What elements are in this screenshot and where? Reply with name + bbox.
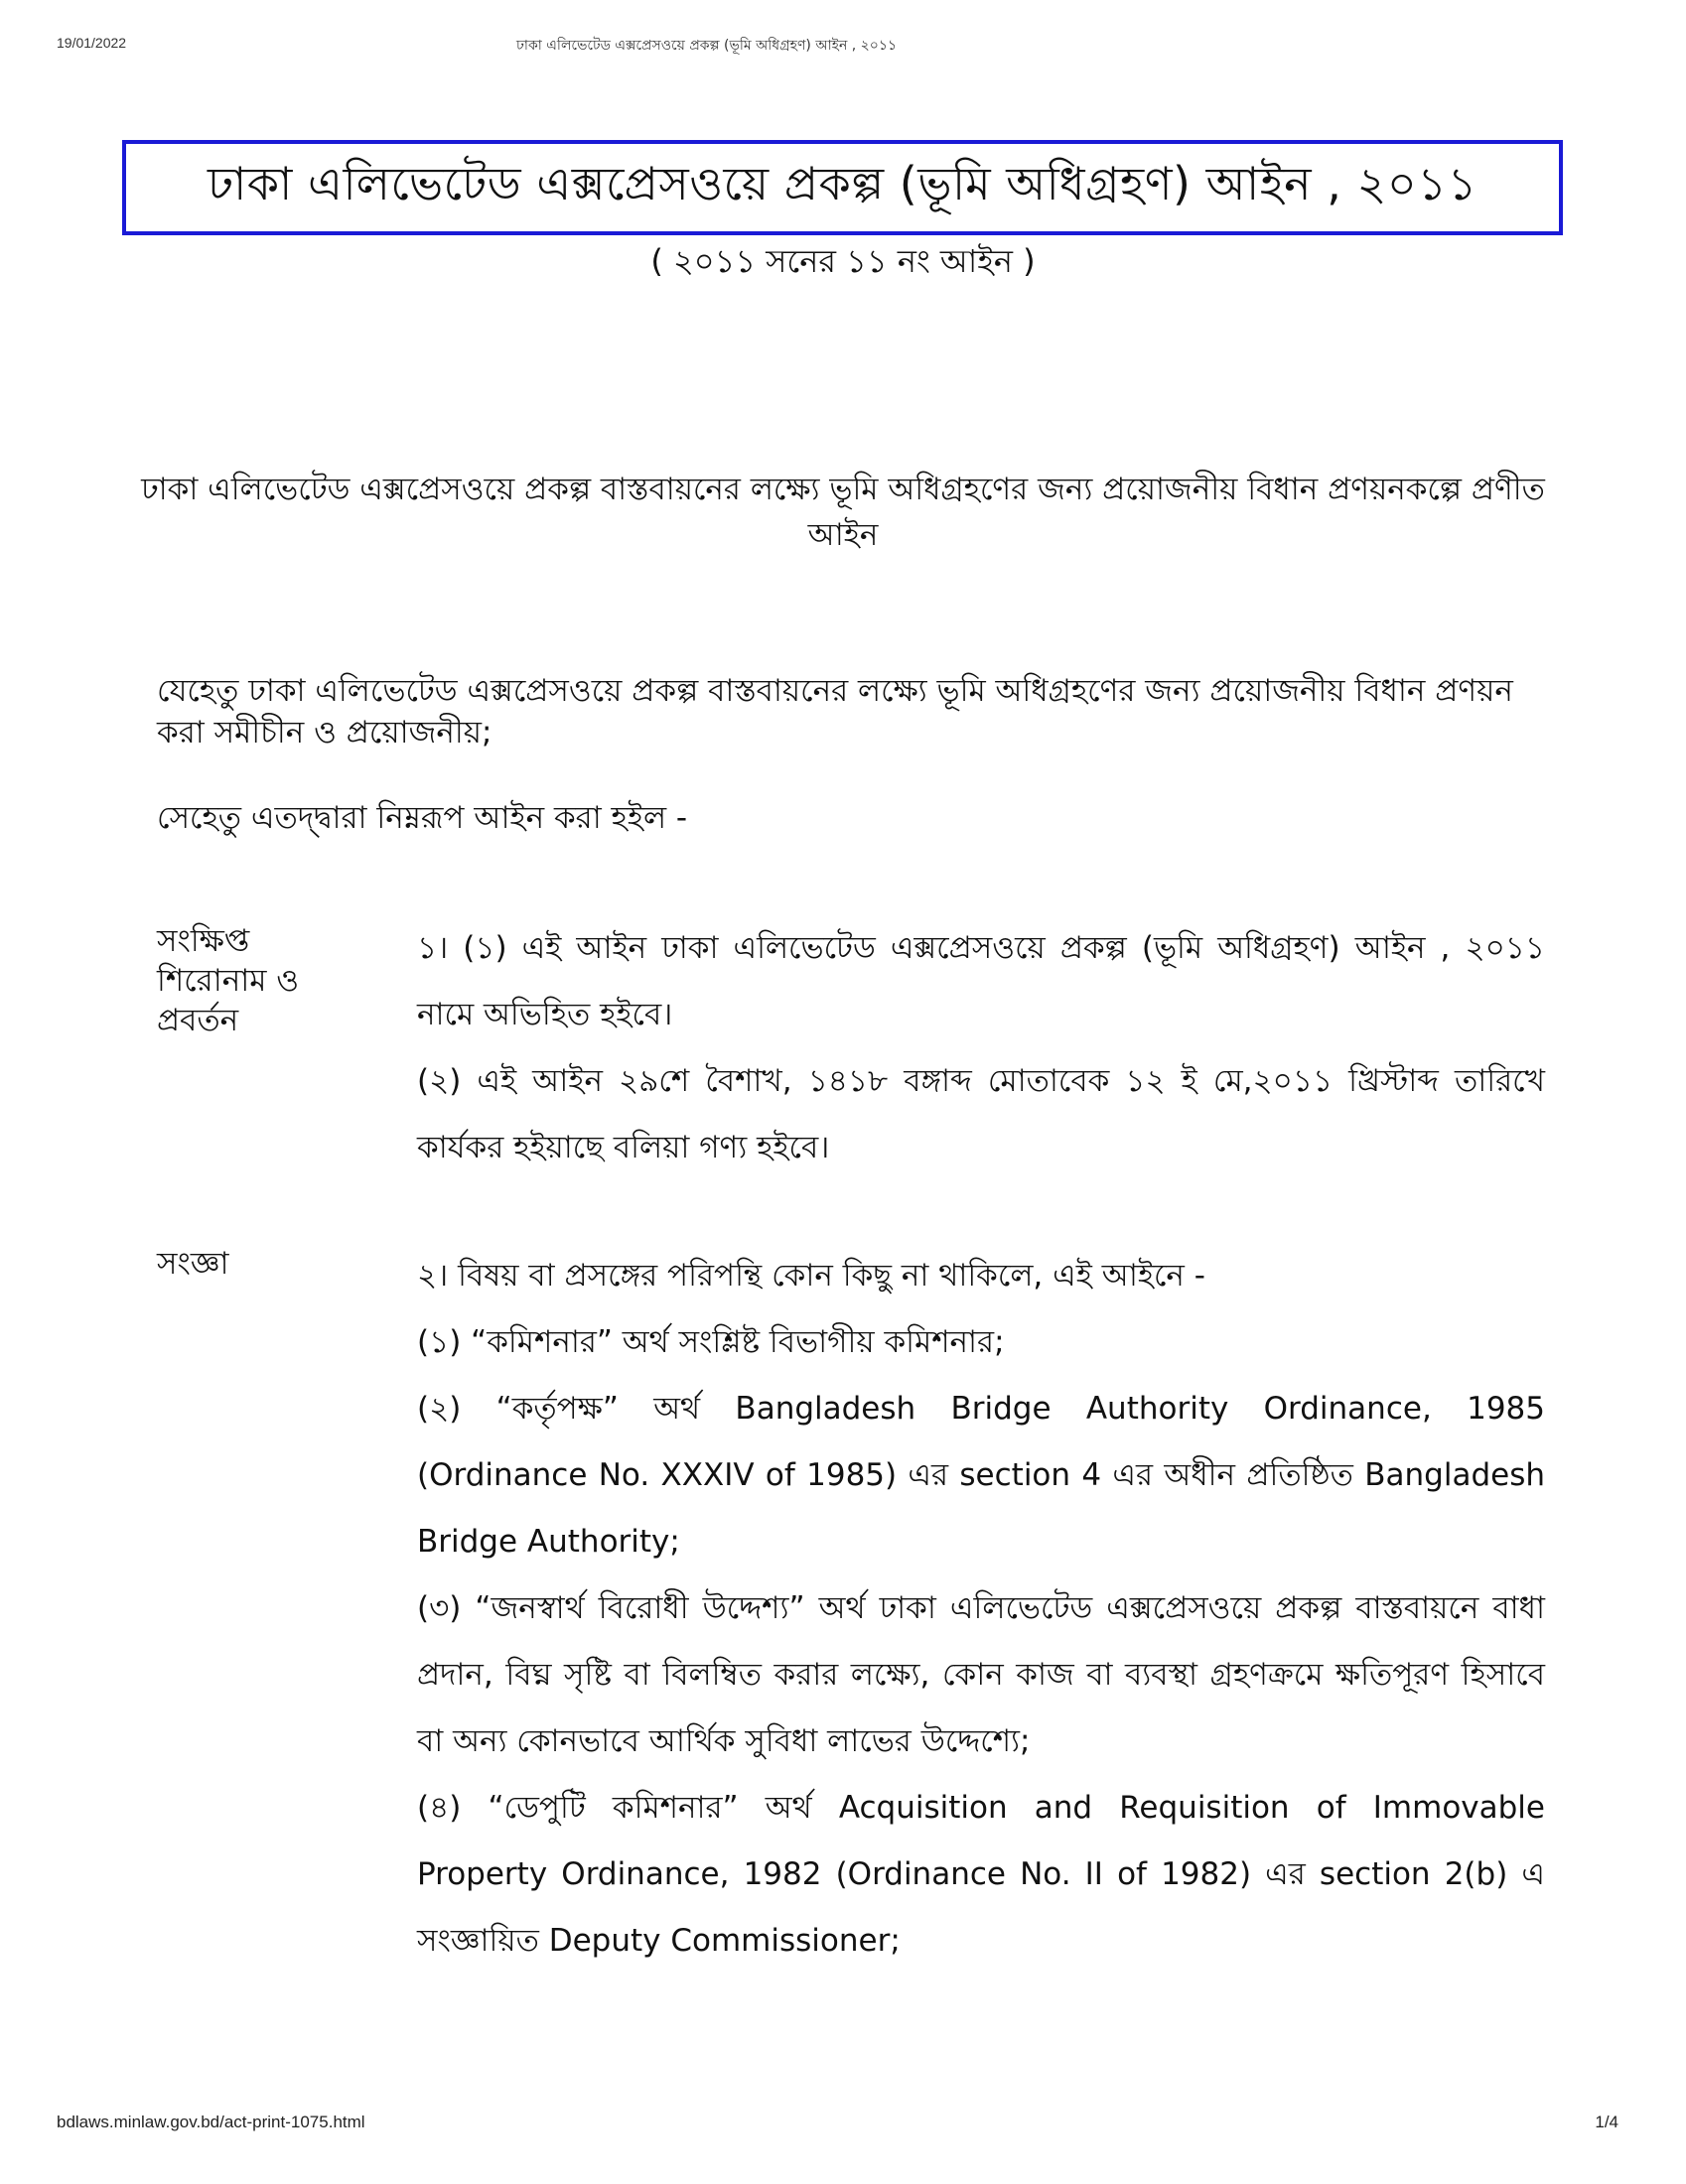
- section1-body: [417, 915, 1545, 1181]
- act-title-box: [122, 140, 1563, 235]
- section1-clause-1: ১। (১) এই আইন ঢাকা এলিভেটেড এক্সপ্রেসওয়ে প্রকল্প (ভূমি অধিগ্রহণ) আইন , ২০১১ নামে অভিহিত হইবে।: [417, 930, 1545, 1032]
- act-number: ( ২০১১ সনের ১১ নং আইন ): [650, 242, 1036, 280]
- section1-side-heading: সংক্ষিপ্ত শিরোনাম ও প্রবর্তন: [157, 923, 300, 1038]
- definition-1: (১) “কমিশনার” অর্থ সংশ্লিষ্ট বিভাগীয় কমিশনার;: [417, 1324, 1005, 1360]
- print-date: 19/01/2022: [57, 35, 127, 51]
- whereas-clause: যেহেতু ঢাকা এলিভেটেড এক্সপ্রেসওয়ে প্রকল্প বাস্তবায়নের লক্ষ্যে ভূমি অধিগ্রহণের জন্য প্রয়োজনীয় বিধান প্রণয়ন করা সমীচীন ও প্রয়োজনীয়;: [157, 673, 1513, 751]
- section1-clause-2: (২) এই আইন ২৯শে বৈশাখ, ১৪১৮ বঙ্গাব্দ মোতাবেক ১২ ই মে,২০১১ খ্রিস্টাব্দ তারিখে কার্যকর হইয়াছে বলিয়া গণ্য হইবে।: [417, 1063, 1545, 1165]
- section2-intro: ২। বিষয় বা প্রসঙ্গের পরিপন্থি কোন কিছু না থাকিলে, এই আইনে -: [417, 1258, 1205, 1294]
- act-title: ঢাকা এলিভেটেড এক্সপ্রেসওয়ে প্রকল্প (ভূমি অধিগ্রহণ) আইন , ২০১১: [207, 157, 1477, 210]
- preamble: ঢাকা এলিভেটেড এক্সপ্রেসওয়ে প্রকল্প বাস্তবায়নের লক্ষ্যে ভূমি অধিগ্রহণের জন্য প্রয়োজনীয় বিধান প্রণয়নকল্পে প্রণীত আইন: [141, 472, 1545, 553]
- print-header-title: ঢাকা এলিভেটেড এক্সপ্রেসওয়ে প্রকল্প (ভূমি অধিগ্রহণ) আইন , ২০১১: [516, 38, 898, 54]
- definition-2: (২) “কর্তৃপক্ষ” অর্থ Bangladesh Bridge Authority Ordinance, 1985 (Ordinance No. XXXIV of 1985) এর section 4 এর অধীন প্রতিষ্ঠিত Bangladesh Bridge Authority;: [417, 1391, 1545, 1560]
- definition-4: (৪) “ডেপুটি কমিশনার” অর্থ Acquisition and Requisition of Immovable Property Ordinance, 1982 (Ordinance No. II of 1982) এর section 2(b) এ সংজ্ঞায়িত Deputy Commissioner;: [417, 1790, 1545, 1959]
- definition-3: (৩) “জনস্বার্থ বিরোধী উদ্দেশ্য” অর্থ ঢাকা এলিভেটেড এক্সপ্রেসওয়ে প্রকল্প বাস্তবায়নে বাধা প্রদান, বিঘ্ন সৃষ্টি বা বিলম্বিত করার লক্ষ্যে, কোন কাজ বা ব্যবস্থা গ্রহণক্রমে ক্ষতিপূরণ হিসাবে বা অন্য কোনভাবে আর্থিক সুবিধা লাভের উদ্দেশ্যে;: [417, 1590, 1545, 1759]
- therefore-clause: সেহেতু এতদ্দ্বারা নিম্নরূপ আইন করা হইল -: [157, 800, 688, 836]
- section2-side-heading: সংজ্ঞা: [157, 1246, 229, 1282]
- page-number: 1/4: [1595, 2113, 1618, 2131]
- section2-body: [417, 1243, 1545, 1975]
- footer-url: bdlaws.minlaw.gov.bd/act-print-1075.html: [57, 2113, 365, 2131]
